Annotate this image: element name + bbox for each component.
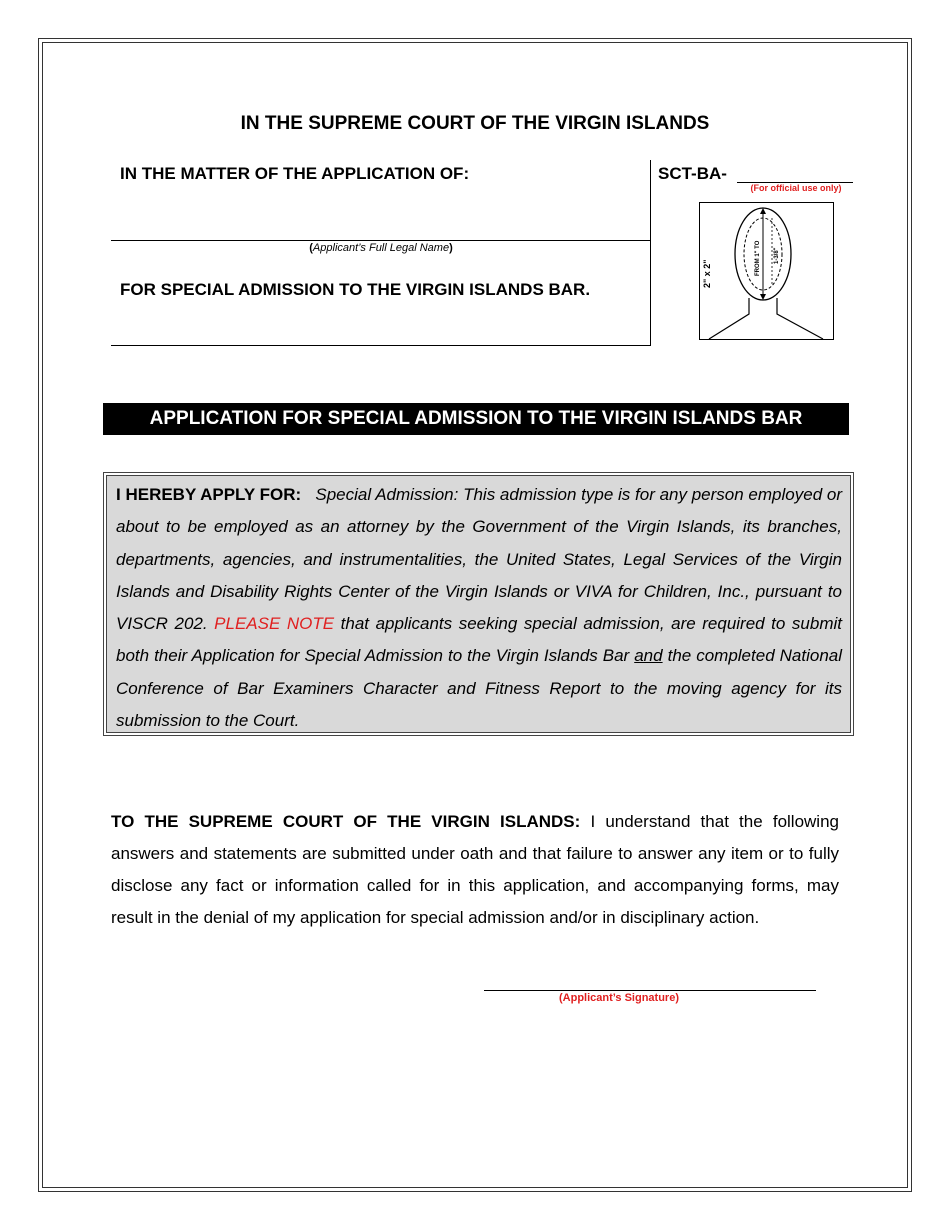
- apply-text-2: that applicants seeking special admission, are required to submit both their Application for Special Admission to the Virgin Islands Bar: [116, 614, 842, 666]
- and-underlined: and: [634, 646, 663, 666]
- applicant-name-field[interactable]: [111, 240, 651, 241]
- apply-text-3: the completed National Conference of Bar Examiners Character and Fitness Report to the moving agency for its submission to the Court.: [116, 646, 843, 731]
- matter-label: IN THE MATTER OF THE APPLICATION OF:: [120, 164, 470, 183]
- signature-label: (Applicant’s Signature): [559, 992, 679, 1004]
- oath-text: I understand that the following answers and statements are submitted under oath and that failure to answer any item or to fully disclose any fact or information called for in this application, and accompanying forms, may result in the denial of my application for special admission and/or in disciplinary action.: [111, 812, 839, 927]
- photo-max-label: 1-3/8": [774, 247, 780, 264]
- photo-placeholder[interactable]: [699, 202, 834, 340]
- signature-field[interactable]: [484, 990, 816, 991]
- photo-from-label: FROM 1" TO: [755, 240, 761, 276]
- please-note: PLEASE NOTE: [214, 614, 335, 634]
- court-title: IN THE SUPREME COURT OF THE VIRGIN ISLANDS: [240, 113, 710, 134]
- official-use-note: (For official use only): [750, 183, 842, 193]
- oath-statement: [111, 806, 839, 934]
- apply-for-box: [103, 472, 854, 736]
- apply-for-text: [106, 475, 851, 733]
- special-admission-label: FOR SPECIAL ADMISSION TO THE VIRGIN ISLANDS BAR.: [120, 280, 591, 299]
- apply-text-1: Special Admission: This admission type is for any person employed or about to be employed as an attorney by the Government of the Virgin Islands, its branches, departments, agencies, and instrumentalities, the United States, Legal Services of the Virgin Islands and Disability Rights Center of the Virgin Islands or VIVA for Children, Inc., pursuant to VISCR 202.: [116, 485, 842, 634]
- apply-lead: I HEREBY APPLY FOR:: [116, 485, 302, 504]
- photo-size-label: 2" x 2": [702, 259, 712, 288]
- applicant-name-label: (Applicant’s Full Legal Name): [309, 242, 453, 254]
- case-number-prefix: SCT-BA-: [658, 164, 727, 183]
- application-banner: APPLICATION FOR SPECIAL ADMISSION TO THE VIRGIN ISLANDS BAR: [103, 403, 849, 435]
- header-bottom-rule: [111, 345, 651, 346]
- oath-lead: TO THE SUPREME COURT OF THE VIRGIN ISLANDS:: [111, 812, 581, 831]
